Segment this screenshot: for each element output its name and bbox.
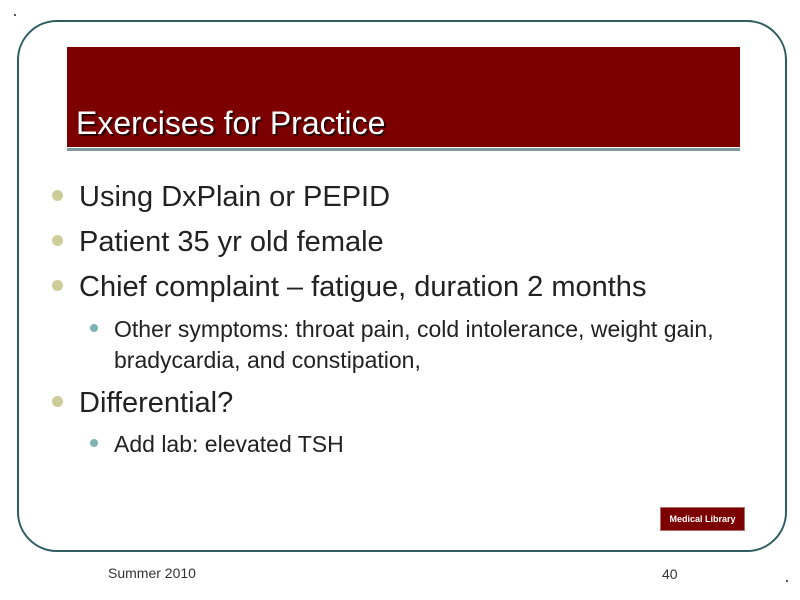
bullet-text: Using DxPlain or PEPID [79,181,391,213]
medical-library-logo: Medical Library [660,507,745,531]
slide-title: Exercises for Practice [76,105,386,141]
title-underline [67,148,740,151]
bullet-dot-icon [52,396,63,407]
sub-bullet-dot-icon [90,324,98,332]
bullet-dot-icon [52,190,63,201]
bullet-text: Patient 35 yr old female [79,226,384,258]
sub-bullet-text: Other symptoms: throat pain, cold intolerance, weight gain, bradycardia, and constipation, [114,316,714,373]
page-number: 40 [662,566,678,582]
corner-dot [786,580,788,582]
sub-bullet-text: Add lab: elevated TSH [114,431,344,457]
bullet-dot-icon [52,235,63,246]
sub-bullet-dot-icon [90,439,98,447]
bullet-text: Chief complaint – fatigue, duration 2 months [79,271,647,303]
bullet-text: Differential? [79,387,234,419]
corner-dot [14,14,16,16]
bullet-dot-icon [52,280,63,291]
footer-date: Summer 2010 [108,565,196,581]
